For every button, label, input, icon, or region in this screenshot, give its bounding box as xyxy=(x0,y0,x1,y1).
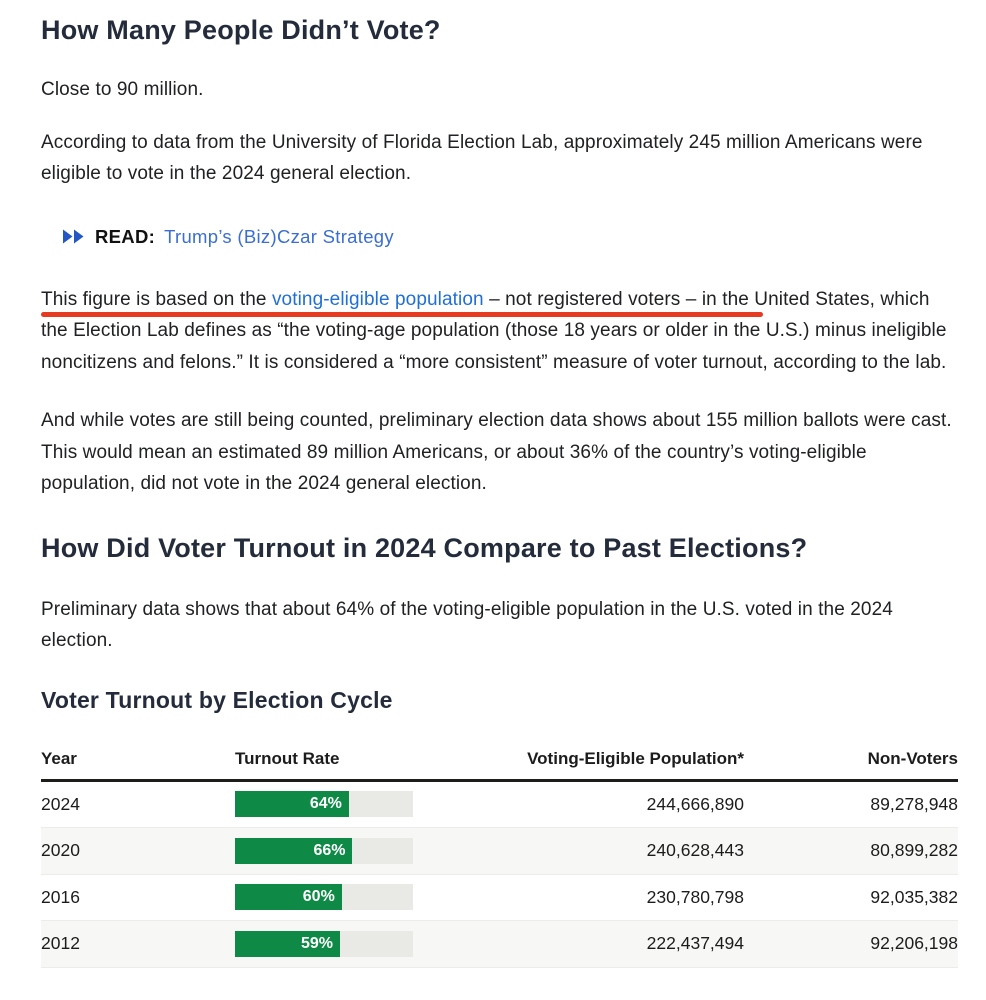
column-header-year: Year xyxy=(41,748,77,768)
column-header-turnout-rate: Turnout Rate xyxy=(235,748,340,768)
read-article-link[interactable]: Trump’s (Biz)Czar Strategy xyxy=(164,225,394,247)
turnout-rate-cell xyxy=(235,931,455,957)
turnout-bar-fill: 59% xyxy=(235,931,340,957)
table-row xyxy=(41,921,958,968)
article-page xyxy=(0,14,986,1000)
voter-turnout-table xyxy=(41,749,958,968)
paragraph-close-to-90: Close to 90 million. xyxy=(41,79,204,100)
table-row xyxy=(41,782,958,829)
non-voters-cell: 89,278,948 xyxy=(870,793,958,814)
turnout-bar-fill: 60% xyxy=(235,884,342,910)
table-title: Voter Turnout by Election Cycle xyxy=(41,686,393,713)
table-header-row xyxy=(41,749,958,782)
paragraph-this-figure xyxy=(41,284,958,379)
turnout-rate-cell xyxy=(235,838,455,864)
turnout-bar-track xyxy=(235,838,413,864)
double-arrow-icon xyxy=(62,228,86,245)
figure-text-after-link: – not registered voters – in the United States, which the Election Lab defines as “the voting-age population (those 18 years or older in the U.S.) minus ineligible noncitizens and felons.” It is considered a “more consistent” measure of voter turnout, according to the lab. xyxy=(41,288,947,373)
vep-cell: 244,666,890 xyxy=(646,793,744,814)
table-row xyxy=(41,828,958,875)
read-callout xyxy=(62,226,958,248)
turnout-bar-fill: 64% xyxy=(235,791,349,817)
voting-eligible-population-link[interactable]: voting-eligible population xyxy=(271,288,484,310)
turnout-rate-cell xyxy=(235,791,455,817)
paragraph-according-to-data: According to data from the University of Florida Election Lab, approximately 245 million Americans were eligible to vote in the 2024 general election. xyxy=(41,131,923,184)
year-cell: 2016 xyxy=(41,886,80,907)
section-heading-compare: How Did Voter Turnout in 2024 Compare to Past Elections? xyxy=(41,532,808,563)
non-voters-cell: 80,899,282 xyxy=(870,840,958,861)
vep-cell: 240,628,443 xyxy=(646,840,744,861)
non-voters-cell: 92,206,198 xyxy=(870,933,958,954)
figure-text-before-link: This figure is based on the xyxy=(41,288,272,310)
column-header-vep: Voting-Eligible Population* xyxy=(527,748,744,768)
year-cell: 2024 xyxy=(41,793,80,814)
red-marker-underline xyxy=(41,312,763,317)
section-heading-how-many: How Many People Didn’t Vote? xyxy=(41,15,441,45)
paragraph-and-while-votes: And while votes are still being counted, preliminary election data shows about 155 million ballots were cast. This would mean an estimated 89 million Americans, or about 36% of the country’s voting-eligible population, did not vote in the 2024 general election. xyxy=(41,410,952,494)
non-voters-cell: 92,035,382 xyxy=(870,886,958,907)
turnout-rate-cell xyxy=(235,884,455,910)
turnout-bar-fill: 66% xyxy=(235,838,352,864)
year-cell: 2012 xyxy=(41,933,80,954)
table-row xyxy=(41,875,958,922)
read-label: READ: xyxy=(95,225,156,247)
turnout-bar-track xyxy=(235,791,413,817)
year-cell: 2020 xyxy=(41,840,80,861)
turnout-bar-track xyxy=(235,884,413,910)
paragraph-preliminary-data: Preliminary data shows that about 64% of the voting-eligible population in the U.S. voted in the 2024 election. xyxy=(41,598,893,651)
turnout-bar-track xyxy=(235,931,413,957)
vep-cell: 222,437,494 xyxy=(646,933,744,954)
column-header-non-voters: Non-Voters xyxy=(867,748,958,768)
vep-cell: 230,780,798 xyxy=(646,886,744,907)
